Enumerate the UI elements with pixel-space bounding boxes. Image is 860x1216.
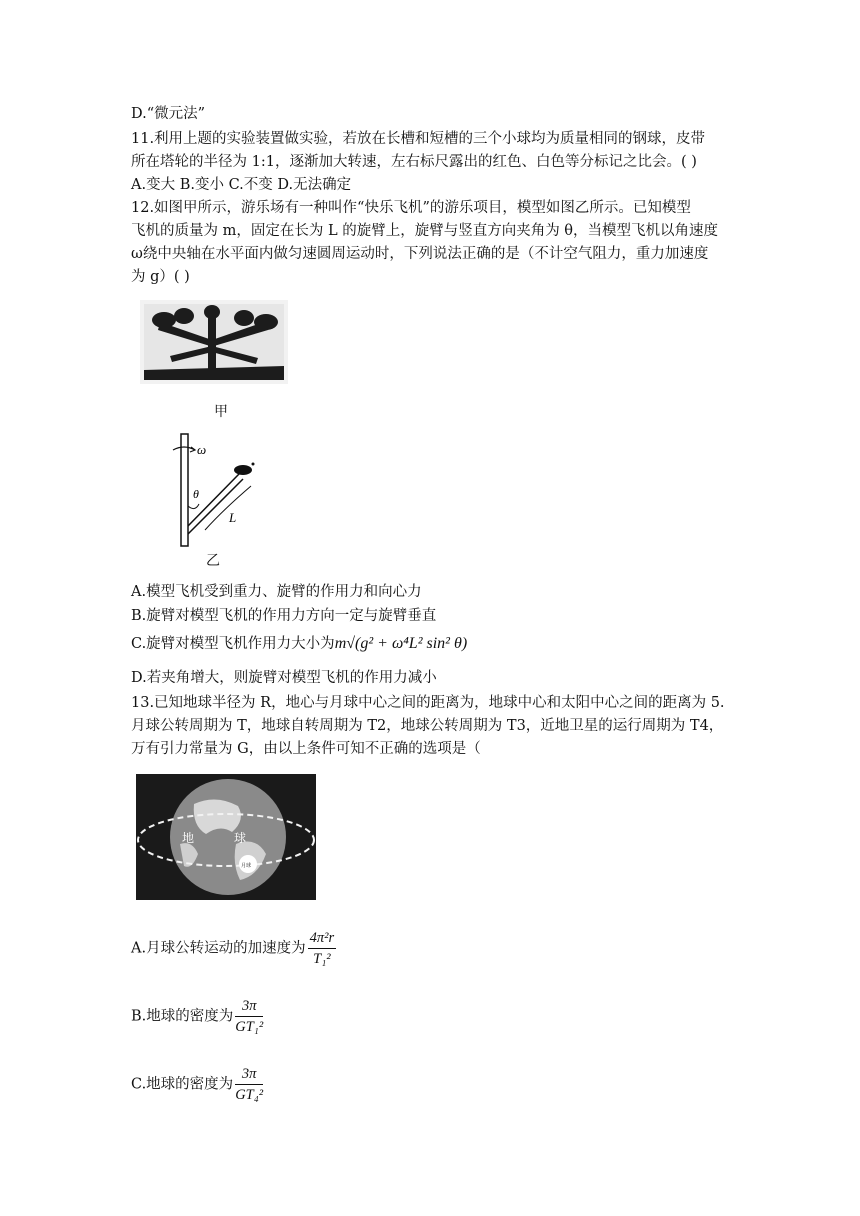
text-line: D.“微元法” — [131, 106, 206, 122]
figure-earth-moon — [136, 774, 316, 900]
density-formula-c — [235, 1064, 263, 1105]
figure-yi-diagram — [165, 430, 275, 550]
text-line: 所在塔轮的半径为 1:1，逐渐加大转速，左右标尺露出的红色、白色等分标记之比会。( ) — [131, 154, 697, 170]
option-13c-text: C.地球的密度为 — [131, 1076, 234, 1093]
option-13b-text: B.地球的密度为 — [131, 1008, 234, 1025]
text-line: ω绕中央轴在水平面内做匀速圆周运动时，下列说法正确的是（不计空气阻力，重力加速度 — [131, 246, 709, 262]
text-line: 为 g）( ) — [131, 269, 190, 285]
option-12a: A.模型飞机受到重力、旋臂的作用力和向心力 — [131, 584, 422, 600]
figure-jia-photo — [140, 300, 288, 384]
option-13b — [131, 996, 263, 1037]
fraction-denominator: T₁² — [313, 951, 331, 967]
earth-label-di: 地 — [182, 831, 195, 845]
text-line: 13.已知地球半径为 R，地心与月球中心之间的距离为，地球中心和太阳中心之间的距离为 5. — [131, 695, 725, 711]
theta-label: θ — [193, 487, 199, 501]
earth-label-qiu: 球 — [234, 831, 247, 845]
option-13a-text: A.月球公转运动的加速度为 — [131, 940, 306, 957]
force-formula: m√(g² + ω⁴L² sin² θ) — [334, 635, 468, 652]
omega-label: ω — [197, 442, 207, 457]
text-line: 11.利用上题的实验装置做实验，若放在长槽和短槽的三个小球均为质量相同的钢球，皮带 — [131, 131, 706, 147]
figure-yi-caption: 乙 — [206, 553, 220, 569]
density-formula-b — [235, 996, 263, 1037]
fraction-denominator: GT₁² — [235, 1019, 264, 1035]
text-line: 12.如图甲所示，游乐场有一种叫作“快乐飞机”的游乐项目，模型如图乙所示。已知模型 — [131, 200, 691, 216]
moon-label: 月球 — [241, 863, 252, 869]
fraction-denominator: GT₄² — [235, 1087, 264, 1103]
text-line: 月球公转周期为 T，地球自转周期为 T2，地球公转周期为 T3，近地卫星的运行周期为 T4， — [131, 718, 724, 734]
option-12c — [131, 634, 467, 654]
text-line: A.变大 B.变小 C.不变 D.无法确定 — [131, 177, 352, 193]
option-12d: D.若夹角增大，则旋臂对模型飞机的作用力减小 — [131, 670, 437, 686]
option-13c — [131, 1064, 263, 1105]
option-13a — [131, 928, 336, 969]
length-label: L — [229, 510, 237, 525]
fraction-numerator: 3π — [235, 996, 263, 1017]
fraction-numerator: 3π — [235, 1064, 263, 1085]
option-12c-text: C.旋臂对模型飞机作用力大小为 — [131, 636, 335, 652]
figure-jia-caption: 甲 — [214, 404, 228, 420]
acceleration-formula — [308, 928, 337, 969]
fraction-numerator: 4π²r — [308, 928, 337, 949]
text-line: 飞机的质量为 m，固定在长为 L 的旋臂上，旋臂与竖直方向夹角为 θ，当模型飞机以角速度 — [131, 223, 719, 239]
option-12b: B.旋臂对模型飞机的作用力方向一定与旋臂垂直 — [131, 608, 437, 624]
text-line: 万有引力常量为 G，由以上条件可知不正确的选项是（ — [131, 741, 481, 757]
